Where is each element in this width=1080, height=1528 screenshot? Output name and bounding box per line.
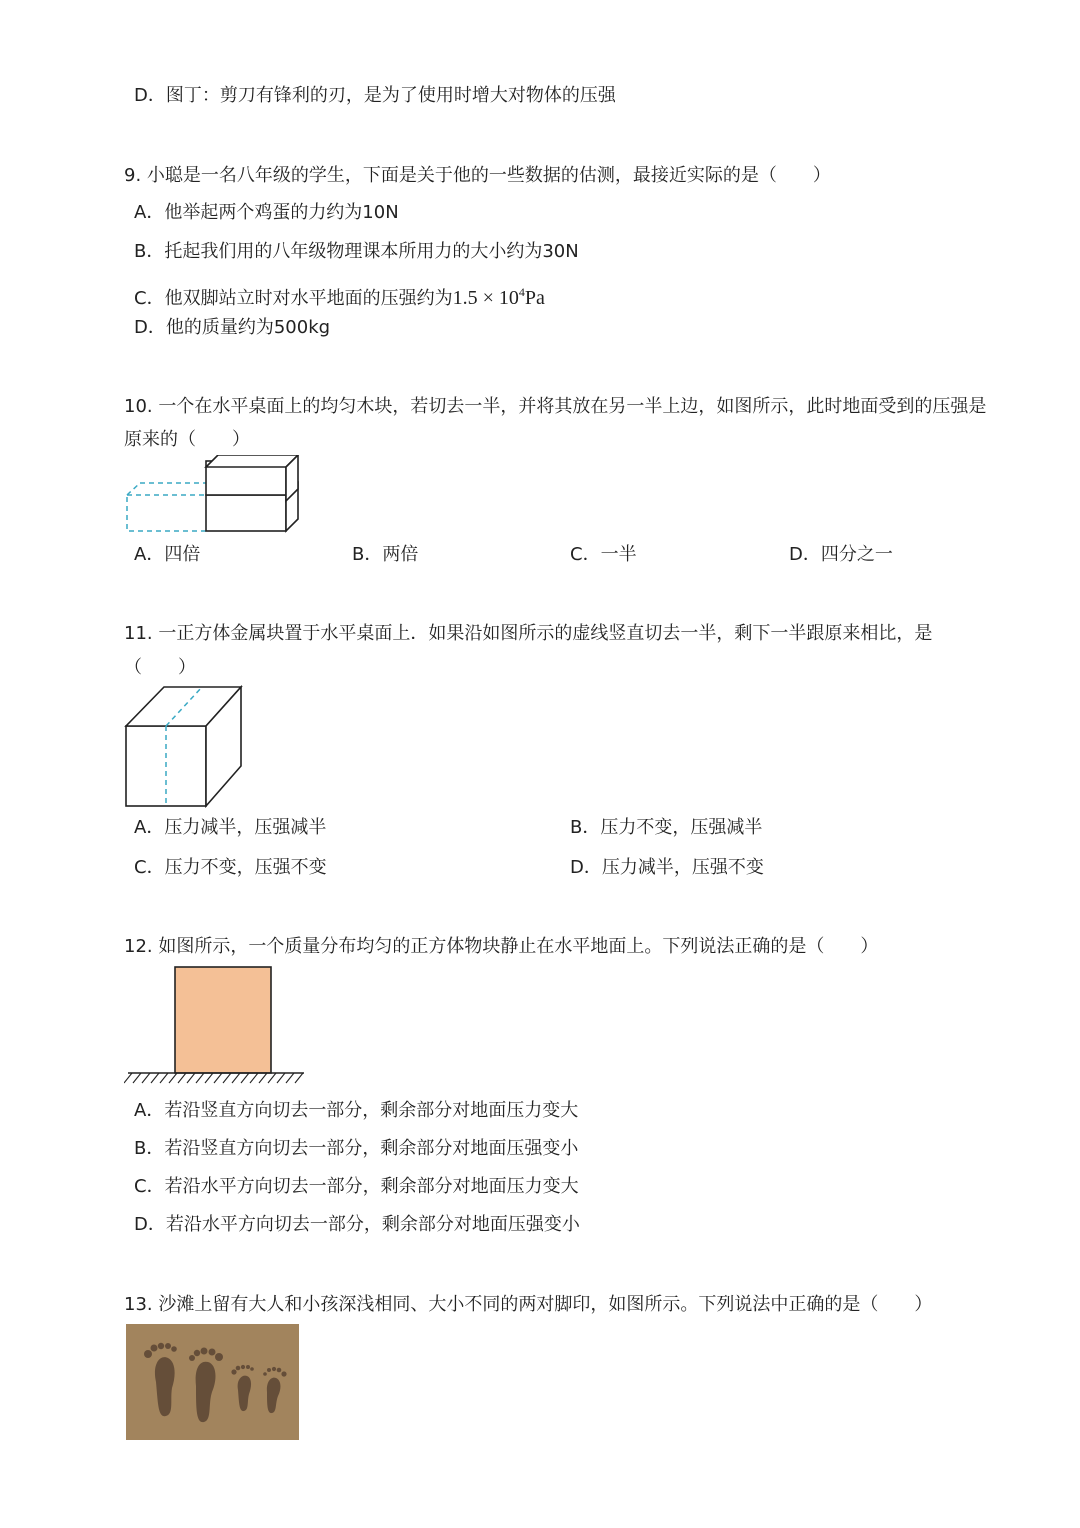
hatch-stroke: [187, 1073, 195, 1083]
hatch-stroke: [232, 1073, 240, 1083]
q10-option-b: B．两倍: [352, 544, 419, 565]
q9-option-a: A．他举起两个鸡蛋的力约为10N: [134, 202, 399, 223]
formula-exponent: 4: [518, 285, 525, 299]
hatch-stroke: [214, 1073, 222, 1083]
q11-option-b: B．压力不变，压强减半: [570, 817, 763, 838]
cut-half-dashed-outline: [127, 495, 207, 531]
q10-stacked-blocks-figure: [120, 455, 310, 537]
q11-stem-line2: （ ）: [124, 657, 196, 678]
q11-option-c: C．压力不变，压强不变: [134, 857, 327, 878]
q12-block-on-ground-figure: [124, 962, 308, 1090]
hatch-stroke: [277, 1073, 285, 1083]
q12-option-c: C．若沿水平方向切去一部分，剩余部分对地面压力变大: [134, 1176, 579, 1197]
q11-option-a: A．压力减半，压强减半: [134, 817, 327, 838]
prev-option-d: D．图丁：剪刀有锋利的刃，是为了使用时增大对物体的压强: [134, 85, 616, 106]
hatch-stroke: [196, 1073, 204, 1083]
q10-option-d: D．四分之一: [789, 544, 893, 565]
q9-option-c-text: C．他双脚站立时对水平地面的压强约为: [134, 288, 453, 309]
hatch-stroke: [124, 1073, 132, 1083]
q13-stem: 13. 沙滩上留有大人和小孩深浅相同、大小不同的两对脚印，如图所示。下列说法中正确的是（ ）: [124, 1294, 933, 1315]
hatch-stroke: [151, 1073, 159, 1083]
formula-unit: Pa: [524, 287, 545, 309]
q9-stem: 9. 小聪是一名八年级的学生，下面是关于他的一些数据的估测，最接近实际的是（ ）: [124, 165, 831, 186]
top-block-top: [206, 455, 298, 467]
hatch-stroke: [286, 1073, 294, 1083]
q11-option-d: D．压力减半，压强不变: [570, 857, 764, 878]
orange-cube-block: [175, 967, 271, 1073]
hatch-stroke: [295, 1073, 303, 1083]
q9-option-c: [134, 280, 545, 311]
hatch-stroke: [133, 1073, 141, 1083]
hatch-stroke: [223, 1073, 231, 1083]
q9-option-c-formula: [453, 287, 545, 309]
hatch-stroke: [178, 1073, 186, 1083]
q12-option-d: D．若沿水平方向切去一部分，剩余部分对地面压强变小: [134, 1214, 580, 1235]
q13-footprints-photo: [126, 1324, 299, 1440]
hatch-stroke: [241, 1073, 249, 1083]
hatch-stroke: [169, 1073, 177, 1083]
q9-option-d: D．他的质量约为500kg: [134, 317, 331, 338]
q12-stem: 12. 如图所示，一个质量分布均匀的正方体物块静止在水平地面上。下列说法正确的是（ ）: [124, 936, 879, 957]
hatch-stroke: [250, 1073, 258, 1083]
q10-option-a: A．四倍: [134, 544, 201, 565]
ground-hatching: [124, 1073, 303, 1083]
q12-option-a: A．若沿竖直方向切去一部分，剩余部分对地面压力变大: [134, 1100, 579, 1121]
q9-option-b: B．托起我们用的八年级物理课本所用力的大小约为30N: [134, 241, 579, 262]
hatch-stroke: [160, 1073, 168, 1083]
formula-base: 1.5 × 10: [452, 287, 519, 309]
q11-cube-figure: [118, 680, 250, 812]
hatch-stroke: [205, 1073, 213, 1083]
q10-stem-line1: 10. 一个在水平桌面上的均匀木块，若切去一半，并将其放在另一半上边，如图所示，此时地面受到的压强是: [124, 396, 987, 417]
q12-option-b: B．若沿竖直方向切去一部分，剩余部分对地面压强变小: [134, 1138, 579, 1159]
hatch-stroke: [268, 1073, 276, 1083]
hatch-stroke: [259, 1073, 267, 1083]
q10-stem-line2: 原来的（ ）: [124, 429, 250, 450]
cut-half-dashed-edge: [127, 483, 140, 495]
q10-option-c: C．一半: [570, 544, 637, 565]
hatch-stroke: [142, 1073, 150, 1083]
bottom-block-front: [206, 495, 286, 531]
q11-stem-line1: 11. 一正方体金属块置于水平桌面上．如果沿如图所示的虚线竖直切去一半，剩下一半跟原来相比，是: [124, 623, 933, 644]
